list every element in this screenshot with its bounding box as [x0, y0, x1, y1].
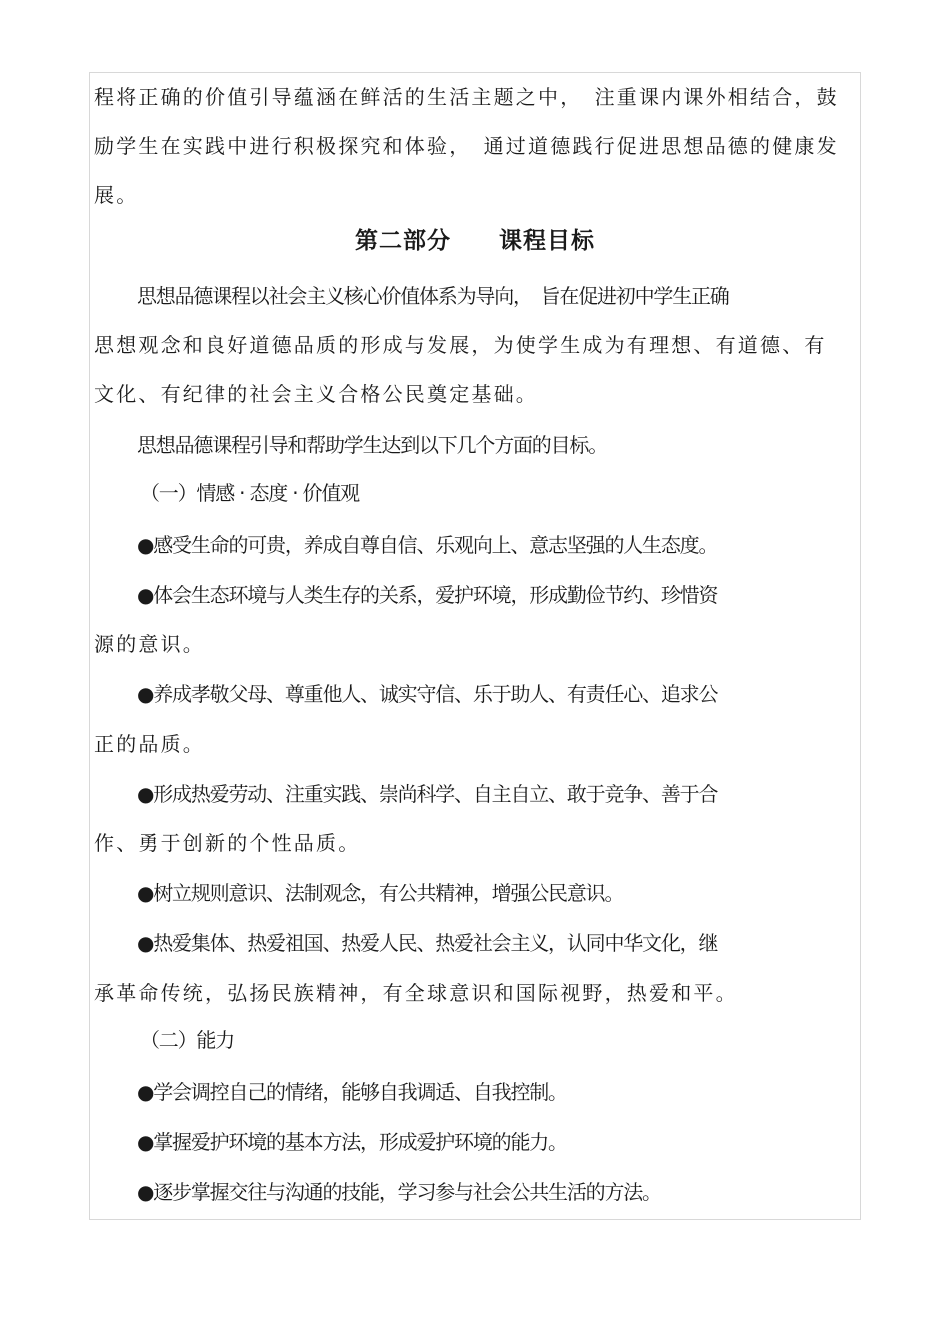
- intro-paragraph-line: 思想品德课程以社会主义核心价值体系为导向， 旨在促进初中学生正确: [137, 284, 729, 308]
- bullet-item: ●树立规则意识、法制观念，有公共精神，增强公民意识。: [137, 881, 624, 905]
- bullet-item-continuation: 承革命传统，弘扬民族精神，有全球意识和国际视野，热爱和平。: [94, 981, 738, 1005]
- subsection-title: （二）能力: [140, 1028, 234, 1052]
- bullet-item: ●逐步掌握交往与沟通的技能，学习参与社会公共生活的方法。: [137, 1180, 661, 1204]
- bullet-item-continuation: 作、勇于创新的个性品质。: [94, 831, 361, 855]
- bullet-item: ●养成孝敬父母、尊重他人、诚实守信、乐于助人、有责任心、追求公: [137, 682, 718, 706]
- bullet-item: ●掌握爱护环境的基本方法，形成爱护环境的能力。: [137, 1130, 567, 1154]
- intro-paragraph-line: 文化、有纪律的社会主义合格公民奠定基础。: [94, 382, 538, 406]
- continuation-line: 程将正确的价值引导蕴涵在鲜活的生活主题之中， 注重课内课外相结合，鼓: [94, 85, 839, 109]
- bullet-item: ●学会调控自己的情绪，能够自我调适、自我控制。: [137, 1080, 567, 1104]
- continuation-line: 展。: [94, 183, 139, 207]
- bullet-item: ●体会生态环境与人类生存的关系，爱护环境，形成勤俭节约、珍惜资: [137, 583, 718, 607]
- section-heading: 第二部分 课程目标: [355, 228, 595, 254]
- subsection-title: （一）情感 · 态度 · 价值观: [140, 481, 359, 505]
- lead-paragraph: 思想品德课程引导和帮助学生达到以下几个方面的目标。: [137, 433, 607, 457]
- bullet-item-continuation: 源的意识。: [94, 632, 205, 656]
- intro-paragraph-line: 思想观念和良好道德品质的形成与发展，为使学生成为有理想、有道德、有: [94, 333, 827, 357]
- bullet-item: ●形成热爱劳动、注重实践、崇尚科学、自主自立、敢于竞争、善于合: [137, 782, 718, 806]
- bullet-item: ●感受生命的可贵，养成自尊自信、乐观向上、意志坚强的人生态度。: [137, 533, 718, 557]
- bullet-item-continuation: 正的品质。: [94, 732, 205, 756]
- bullet-item: ●热爱集体、热爱祖国、热爱人民、热爱社会主义，认同中华文化，继: [137, 931, 718, 955]
- continuation-line: 励学生在实践中进行积极探究和体验， 通过道德践行促进思想品德的健康发: [94, 134, 839, 158]
